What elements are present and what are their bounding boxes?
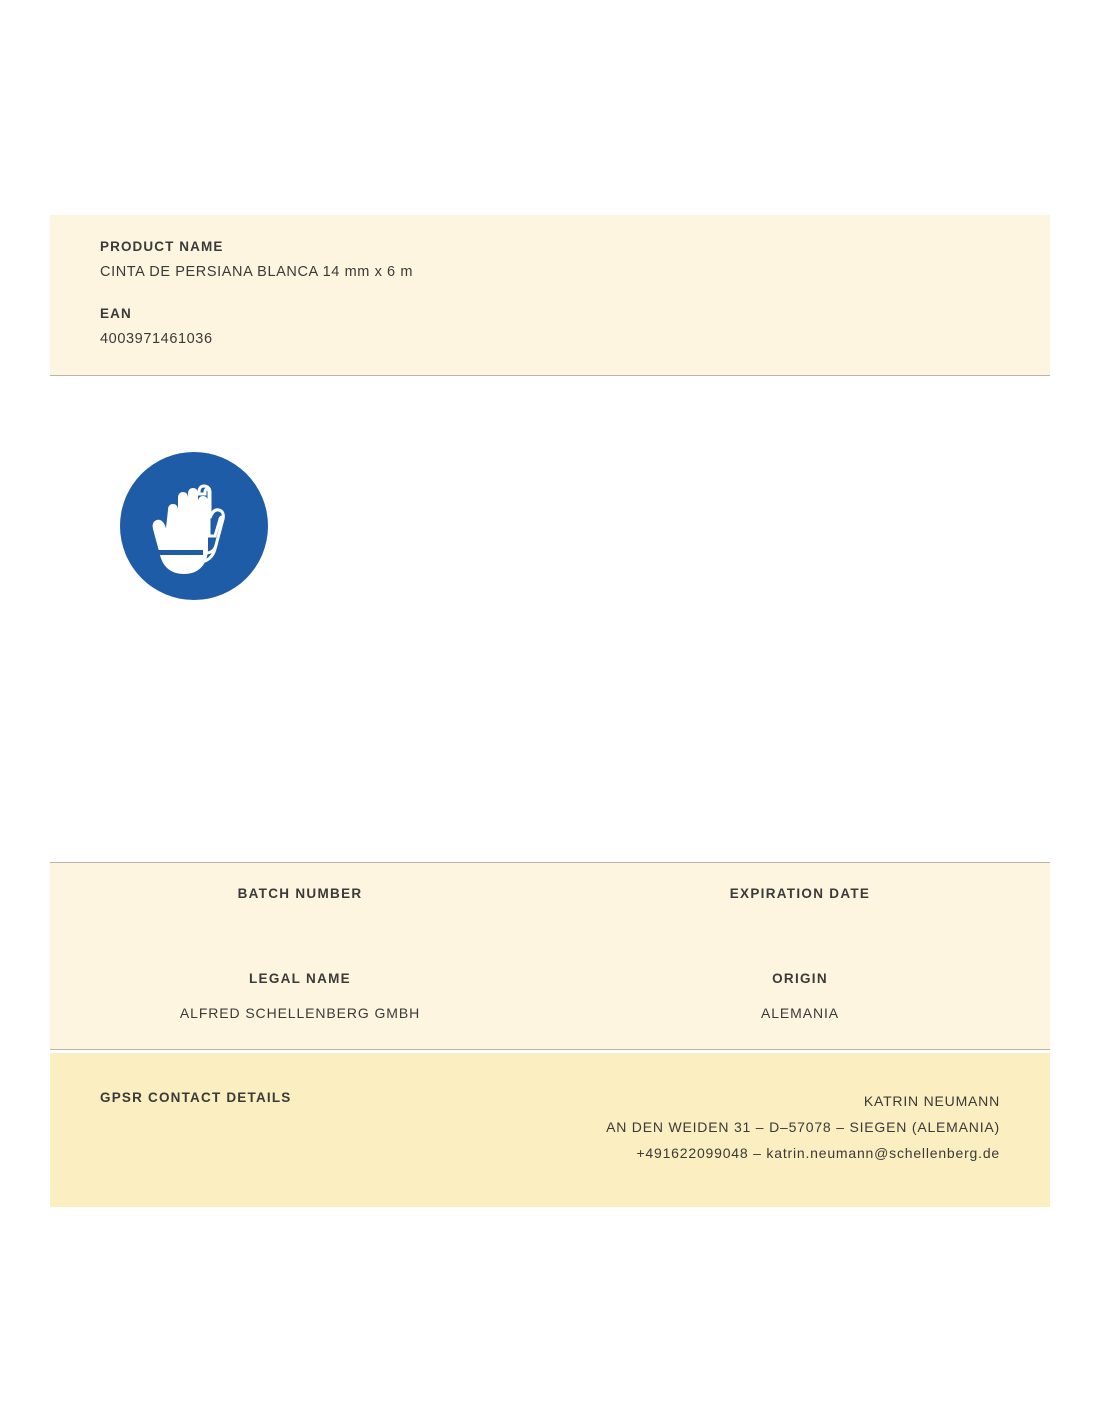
- pictogram-area: [118, 450, 278, 630]
- info-row-batch-expiration: [50, 885, 1050, 962]
- ean-label: EAN: [100, 306, 132, 321]
- gpsr-contact-label: GPSR CONTACT DETAILS: [100, 1090, 292, 1105]
- origin-value: ALEMANIA: [761, 1004, 839, 1021]
- legal-name-cell: [50, 970, 550, 1023]
- batch-number-label: BATCH NUMBER: [237, 886, 363, 901]
- product-name-value: CINTA DE PERSIANA BLANCA 14 mm x 6 m: [100, 264, 414, 280]
- gpsr-contact-phone-email: +491622099048 – katrin.neumann@schellenberg.de: [636, 1144, 1000, 1161]
- wear-protective-gloves-icon: [118, 450, 270, 602]
- batch-number-cell: [50, 885, 550, 962]
- gpsr-contact-panel: [50, 1053, 1050, 1207]
- gpsr-contact-details: [606, 1089, 1000, 1167]
- origin-label: ORIGIN: [772, 970, 828, 986]
- expiration-date-label: EXPIRATION DATE: [729, 886, 871, 901]
- gpsr-contact-name: KATRIN NEUMANN: [863, 1093, 1000, 1109]
- product-info-panel: [50, 215, 1050, 376]
- label-info-panel: [50, 862, 1050, 1050]
- gpsr-contact-address: AN DEN WEIDEN 31 – D–57078 – SIEGEN (ALEMANIA): [606, 1118, 1000, 1135]
- legal-name-value: ALFRED SCHELLENBERG GMBH: [179, 1004, 421, 1021]
- info-row-legal-origin: [50, 970, 1050, 1023]
- ean-value: 4003971461036: [100, 331, 213, 347]
- expiration-date-cell: [550, 885, 1050, 962]
- legal-name-label: LEGAL NAME: [248, 970, 351, 986]
- expiration-date-value: [560, 910, 1040, 962]
- batch-number-value: [60, 910, 540, 962]
- product-name-label: PRODUCT NAME: [100, 239, 224, 254]
- origin-cell: [550, 970, 1050, 1023]
